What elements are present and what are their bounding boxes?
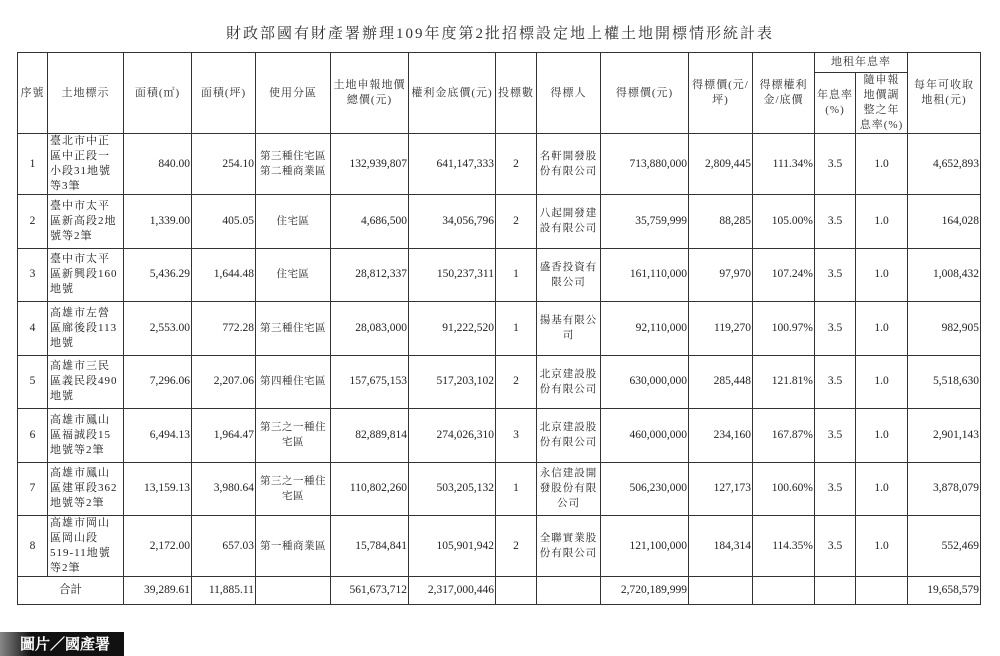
cell-declared-value: 28,812,337 [331, 248, 409, 302]
cell-ratio: 100.60% [753, 462, 815, 516]
header-adj-rate: 隨申報地價調整之年息率(%) [856, 73, 908, 134]
cell-bids: 1 [496, 248, 537, 302]
cell-land: 高雄市鳳山區建軍段362地號等2筆 [48, 462, 124, 516]
header-bids: 投標數 [496, 53, 537, 134]
cell-declared-value: 132,939,807 [331, 134, 409, 195]
table-row [18, 462, 981, 516]
image-credit-caption: 圖片／國產署 [0, 632, 124, 656]
cell-price-per-ping: 234,160 [689, 409, 753, 463]
header-ratio: 得標權利金/底價 [753, 53, 815, 134]
total-row [18, 577, 981, 605]
cell-rate: 3.5 [815, 355, 856, 409]
header-royalty-floor: 權利金底價(元) [409, 53, 496, 134]
cell-area-ping: 405.05 [192, 195, 256, 249]
header-declared-value: 土地申報地價總價(元) [331, 53, 409, 134]
cell-area-ping: 1,964.47 [192, 409, 256, 463]
table-row [18, 248, 981, 302]
cell-rate: 3.5 [815, 302, 856, 356]
cell-winning-price: 506,230,000 [601, 462, 689, 516]
header-winner: 得標人 [537, 53, 601, 134]
cell-annual-rent: 2,901,143 [908, 409, 981, 463]
cell-adj-rate: 1.0 [856, 134, 908, 195]
cell-winning-price: 121,100,000 [601, 516, 689, 577]
cell-area-ping: 657.03 [192, 516, 256, 577]
header-zoning: 使用分區 [256, 53, 331, 134]
cell-royalty-floor: 91,222,520 [409, 302, 496, 356]
cell-land: 臺中市太平區新興段160地號 [48, 248, 124, 302]
cell-winner: 八起開發建設有限公司 [537, 195, 601, 249]
cell-zoning: 住宅區 [256, 195, 331, 249]
total-area-m2: 39,289.61 [124, 577, 192, 605]
table-row [18, 355, 981, 409]
total-royalty-floor: 2,317,000,446 [409, 577, 496, 605]
cell-area-ping: 254.10 [192, 134, 256, 195]
cell-winner: 永信建設開發股份有限公司 [537, 462, 601, 516]
cell-bids: 2 [496, 134, 537, 195]
header-no: 序號 [18, 53, 48, 134]
total-empty [689, 577, 753, 605]
total-area-ping: 11,885.11 [192, 577, 256, 605]
cell-no: 8 [18, 516, 48, 577]
cell-zoning: 第四種住宅區 [256, 355, 331, 409]
cell-price-per-ping: 2,809,445 [689, 134, 753, 195]
total-declared-value: 561,673,712 [331, 577, 409, 605]
cell-declared-value: 82,889,814 [331, 409, 409, 463]
cell-bids: 1 [496, 302, 537, 356]
cell-bids: 3 [496, 409, 537, 463]
cell-area-m2: 2,553.00 [124, 302, 192, 356]
total-annual-rent: 19,658,579 [908, 577, 981, 605]
cell-area-ping: 3,980.64 [192, 462, 256, 516]
cell-winning-price: 630,000,000 [601, 355, 689, 409]
cell-bids: 2 [496, 516, 537, 577]
cell-royalty-floor: 274,026,310 [409, 409, 496, 463]
cell-area-ping: 772.28 [192, 302, 256, 356]
cell-no: 5 [18, 355, 48, 409]
header-rate: 年息率(%) [815, 73, 856, 134]
header-annual-rent: 每年可收取地租(元) [908, 53, 981, 134]
cell-adj-rate: 1.0 [856, 302, 908, 356]
cell-ratio: 121.81% [753, 355, 815, 409]
cell-winner: 揚基有限公司 [537, 302, 601, 356]
header-winning-price: 得標價(元) [601, 53, 689, 134]
cell-zoning: 第三之一種住宅區 [256, 409, 331, 463]
cell-land: 高雄市左營區廍後段113地號 [48, 302, 124, 356]
cell-zoning: 住宅區 [256, 248, 331, 302]
cell-royalty-floor: 105,901,942 [409, 516, 496, 577]
cell-zoning: 第三之一種住宅區 [256, 462, 331, 516]
cell-bids: 1 [496, 462, 537, 516]
header-price-per-ping: 得標價(元/坪) [689, 53, 753, 134]
total-empty [537, 577, 601, 605]
total-label: 合計 [18, 577, 124, 605]
cell-land: 臺中市太平區新高段2地號等2筆 [48, 195, 124, 249]
cell-annual-rent: 982,905 [908, 302, 981, 356]
cell-ratio: 107.24% [753, 248, 815, 302]
cell-annual-rent: 4,652,893 [908, 134, 981, 195]
cell-no: 6 [18, 409, 48, 463]
cell-zoning: 第一種商業區 [256, 516, 331, 577]
cell-winner: 盛香投資有限公司 [537, 248, 601, 302]
cell-no: 4 [18, 302, 48, 356]
cell-no: 2 [18, 195, 48, 249]
cell-area-m2: 6,494.13 [124, 409, 192, 463]
cell-declared-value: 157,675,153 [331, 355, 409, 409]
cell-area-m2: 1,339.00 [124, 195, 192, 249]
cell-area-m2: 5,436.29 [124, 248, 192, 302]
cell-ratio: 105.00% [753, 195, 815, 249]
cell-royalty-floor: 150,237,311 [409, 248, 496, 302]
cell-annual-rent: 552,469 [908, 516, 981, 577]
table-row [18, 302, 981, 356]
cell-bids: 2 [496, 355, 537, 409]
cell-price-per-ping: 127,173 [689, 462, 753, 516]
cell-area-ping: 2,207.06 [192, 355, 256, 409]
cell-declared-value: 15,784,841 [331, 516, 409, 577]
cell-winning-price: 35,759,999 [601, 195, 689, 249]
cell-winning-price: 92,110,000 [601, 302, 689, 356]
total-empty [256, 577, 331, 605]
total-empty [815, 577, 856, 605]
header-land: 土地標示 [48, 53, 124, 134]
cell-winning-price: 161,110,000 [601, 248, 689, 302]
cell-bids: 2 [496, 195, 537, 249]
cell-adj-rate: 1.0 [856, 248, 908, 302]
cell-land: 高雄市岡山區岡山段519-11地號等2筆 [48, 516, 124, 577]
table-row [18, 409, 981, 463]
cell-annual-rent: 164,028 [908, 195, 981, 249]
cell-no: 1 [18, 134, 48, 195]
cell-rate: 3.5 [815, 134, 856, 195]
cell-rate: 3.5 [815, 462, 856, 516]
table-row [18, 195, 981, 249]
bid-results-table [17, 52, 981, 605]
cell-land: 臺北市中正區中正段一小段31地號等3筆 [48, 134, 124, 195]
cell-winner: 北京建設股份有限公司 [537, 409, 601, 463]
total-empty [856, 577, 908, 605]
cell-winning-price: 713,880,000 [601, 134, 689, 195]
cell-adj-rate: 1.0 [856, 516, 908, 577]
cell-declared-value: 110,802,260 [331, 462, 409, 516]
cell-annual-rent: 3,878,079 [908, 462, 981, 516]
cell-no: 7 [18, 462, 48, 516]
cell-rate: 3.5 [815, 409, 856, 463]
cell-adj-rate: 1.0 [856, 462, 908, 516]
document-title: 財政部國有財產署辦理109年度第2批招標設定地上權土地開標情形統計表 [225, 26, 774, 42]
cell-price-per-ping: 285,448 [689, 355, 753, 409]
cell-royalty-floor: 503,205,132 [409, 462, 496, 516]
cell-ratio: 114.35% [753, 516, 815, 577]
cell-winner: 全聯實業股份有限公司 [537, 516, 601, 577]
cell-ratio: 111.34% [753, 134, 815, 195]
cell-winner: 北京建設股份有限公司 [537, 355, 601, 409]
cell-area-ping: 1,644.48 [192, 248, 256, 302]
cell-royalty-floor: 34,056,796 [409, 195, 496, 249]
header-rent-rate-group: 地租年息率 [815, 53, 908, 73]
table-row [18, 134, 981, 195]
cell-price-per-ping: 88,285 [689, 195, 753, 249]
cell-royalty-floor: 517,203,102 [409, 355, 496, 409]
cell-price-per-ping: 97,970 [689, 248, 753, 302]
cell-land: 高雄市三民區義民段490地號 [48, 355, 124, 409]
total-empty [496, 577, 537, 605]
header-area-ping: 面積(坪) [192, 53, 256, 134]
cell-no: 3 [18, 248, 48, 302]
total-empty [753, 577, 815, 605]
cell-area-m2: 7,296.06 [124, 355, 192, 409]
cell-annual-rent: 5,518,630 [908, 355, 981, 409]
cell-winner: 名軒開發股份有限公司 [537, 134, 601, 195]
header-area-m2: 面積(㎡) [124, 53, 192, 134]
table-row [18, 516, 981, 577]
cell-rate: 3.5 [815, 195, 856, 249]
cell-zoning: 第三種住宅區第二種商業區 [256, 134, 331, 195]
cell-area-m2: 13,159.13 [124, 462, 192, 516]
cell-area-m2: 2,172.00 [124, 516, 192, 577]
cell-ratio: 167.87% [753, 409, 815, 463]
cell-declared-value: 28,083,000 [331, 302, 409, 356]
total-winning-price: 2,720,189,999 [601, 577, 689, 605]
cell-price-per-ping: 184,314 [689, 516, 753, 577]
cell-royalty-floor: 641,147,333 [409, 134, 496, 195]
cell-ratio: 100.97% [753, 302, 815, 356]
cell-rate: 3.5 [815, 248, 856, 302]
cell-zoning: 第三種住宅區 [256, 302, 331, 356]
cell-area-m2: 840.00 [124, 134, 192, 195]
cell-rate: 3.5 [815, 516, 856, 577]
cell-adj-rate: 1.0 [856, 409, 908, 463]
cell-declared-value: 4,686,500 [331, 195, 409, 249]
cell-land: 高雄市鳳山區福誠段15地號等2筆 [48, 409, 124, 463]
cell-adj-rate: 1.0 [856, 195, 908, 249]
cell-adj-rate: 1.0 [856, 355, 908, 409]
cell-price-per-ping: 119,270 [689, 302, 753, 356]
cell-winning-price: 460,000,000 [601, 409, 689, 463]
cell-annual-rent: 1,008,432 [908, 248, 981, 302]
